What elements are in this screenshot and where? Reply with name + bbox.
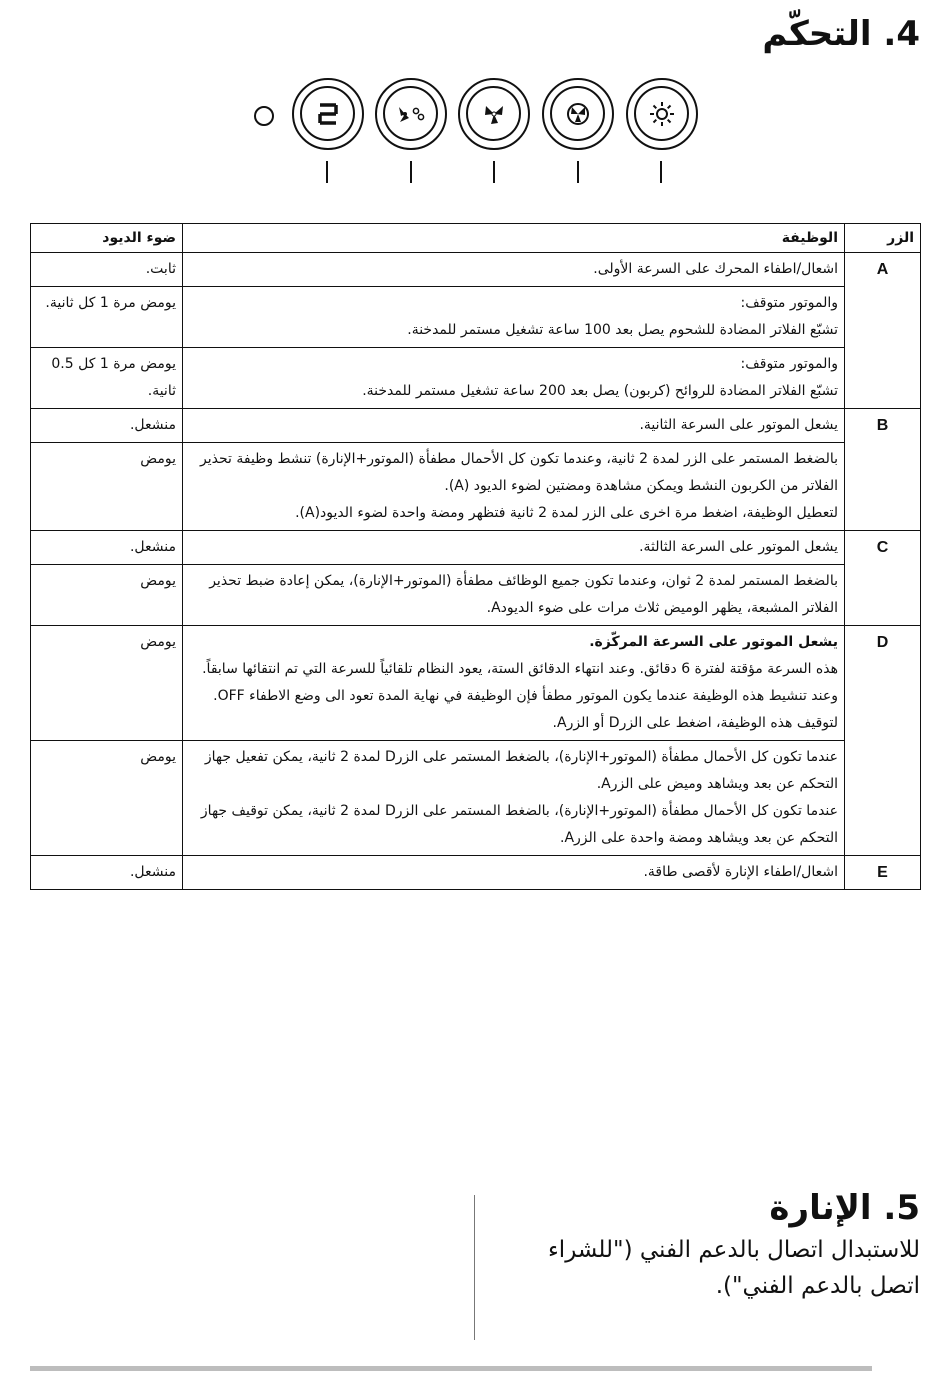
table-row: [31, 253, 921, 287]
table-row: [31, 348, 921, 409]
function-cell: [183, 565, 845, 626]
table-header-row: [31, 224, 921, 253]
speed-2-button: [458, 78, 530, 150]
fan-speed-3-icon: [550, 86, 605, 141]
function-line: هذه السرعة مؤقتة لفترة 6 دقائق. وعند انتهاء الدقائق الستة، يعود النظام تلقائياً للسرعة التي تم انتقائها سابقاً. وعند تنشيط هذه الوظيفة عندما يكون الموتور مطفأ فإن الوظيفة في نهاية المدة تعود الى وضع الاطفاء OFF.: [202, 661, 838, 704]
function-line: يشعل الموتور على السرعة الثالثة.: [639, 539, 838, 555]
led-cell: منشعل.: [31, 531, 183, 565]
led-cell: ثابت.: [31, 253, 183, 287]
filter-saturation-button: [292, 78, 364, 150]
section-5-body: للاستبدال اتصال بالدعم الفني ("للشراء اتصل بالدعم الفني").: [547, 1237, 920, 1299]
led-cell: يومض: [31, 443, 183, 531]
pointer-line: [326, 161, 328, 183]
footer-bar: [30, 1366, 872, 1371]
key-cell: A: [845, 253, 921, 409]
section-5: [520, 1188, 920, 1304]
function-line: والموتور متوقف:: [740, 356, 838, 372]
function-cell: [183, 253, 845, 287]
function-cell: [183, 531, 845, 565]
control-panel-diagram: [250, 78, 700, 188]
light-icon: [634, 86, 689, 141]
led-cell: يومض مرة 1 كل ثانية.: [31, 287, 183, 348]
led-cell: يومض: [31, 741, 183, 856]
function-cell: [183, 409, 845, 443]
function-line: بالضغط المستمر لمدة 2 ثوان، وعندما تكون جميع الوظائف مطفأة (الموتور+الإنارة)، يمكن إعادة ضبط تحذير الفلاتر المشبعة، يظهر الوميض ثلاث مرات على ضوء الديودA.: [209, 573, 838, 616]
pointer-line: [493, 161, 495, 183]
function-cell: [183, 443, 845, 531]
function-line: اشعال/اطفاء المحرك على السرعة الأولى.: [593, 261, 838, 277]
key-cell: D: [845, 626, 921, 856]
divider-line: [474, 1195, 475, 1340]
table-row: [31, 409, 921, 443]
led-cell: منشعل.: [31, 856, 183, 890]
table-row: [31, 443, 921, 531]
function-cell: [183, 856, 845, 890]
function-line: تشبّع الفلاتر المضادة للروائح (كربون) يصل بعد 200 ساعة تشغيل مستمر للمدخنة.: [362, 383, 838, 399]
function-line: يشعل الموتور على السرعة المركّزة.: [589, 634, 838, 650]
header-function: الوظيفة: [183, 224, 845, 253]
section-4-title: 4. التحكّم: [762, 14, 920, 54]
function-cell: [183, 741, 845, 856]
function-line: لتوقيف هذه الوظيفة، اضغط على الزرD أو الزرA.: [552, 715, 838, 731]
led-indicator-icon: [254, 106, 274, 126]
function-line: بالضغط المستمر على الزر لمدة 2 ثانية، وعندما تكون كل الأحمال مطفأة (الموتور+الإنارة) تنشط وظيفة تحذير الفلاتر من الكربون النشط ويمكن مشاهدة ومضتين لضوء الديود (A).: [200, 451, 838, 494]
led-cell: يومض مرة 1 كل 0.5 ثانية.: [31, 348, 183, 409]
table-row: [31, 741, 921, 856]
fan-speed-1-icon: [383, 86, 438, 141]
function-line: عندما تكون كل الأحمال مطفأة (الموتور+الإنارة)، بالضغط المستمر على الزرD لمدة 2 ثانية، يمكن توقيف جهاز التحكم عن بعد ويشاهد ومضة واحدة على الزرA.: [200, 803, 838, 846]
function-line: اشعال/اطفاء الإنارة لأقصى طاقة.: [643, 864, 838, 880]
key-cell: E: [845, 856, 921, 890]
function-line: يشعل الموتور على السرعة الثانية.: [639, 417, 838, 433]
table-row: [31, 565, 921, 626]
function-cell: [183, 287, 845, 348]
pointer-line: [410, 161, 412, 183]
led-cell: منشعل.: [31, 409, 183, 443]
table-row: [31, 626, 921, 741]
header-key: الزر: [845, 224, 921, 253]
speed-1-button: [375, 78, 447, 150]
controls-table: [30, 223, 921, 890]
table-row: [31, 856, 921, 890]
function-cell: [183, 348, 845, 409]
function-cell: [183, 626, 845, 741]
led-cell: يومض: [31, 626, 183, 741]
function-line: والموتور متوقف:: [740, 295, 838, 311]
speed-3-button: [542, 78, 614, 150]
function-line: تشبّع الفلاتر المضادة للشحوم يصل بعد 100 ساعة تشغيل مستمر للمدخنة.: [407, 322, 838, 338]
function-line: لتعطيل الوظيفة، اضغط مرة اخرى على الزر لمدة 2 ثانية فتظهر ومضة واحدة لضوء الديود(A).: [295, 505, 838, 521]
header-led: ضوء الديود: [31, 224, 183, 253]
light-button: [626, 78, 698, 150]
filter-saturation-icon: [300, 86, 355, 141]
fan-speed-2-icon: [466, 86, 521, 141]
table-row: [31, 531, 921, 565]
function-line: عندما تكون كل الأحمال مطفأة (الموتور+الإنارة)، بالضغط المستمر على الزرD لمدة 2 ثانية، يمكن تفعيل جهاز التحكم عن بعد ويشاهد وميض على الزرA.: [204, 749, 838, 792]
section-5-title: 5. الإنارة: [769, 1188, 920, 1228]
led-cell: يومض: [31, 565, 183, 626]
pointer-line: [577, 161, 579, 183]
key-cell: B: [845, 409, 921, 531]
table-row: [31, 287, 921, 348]
key-cell: C: [845, 531, 921, 626]
pointer-line: [660, 161, 662, 183]
